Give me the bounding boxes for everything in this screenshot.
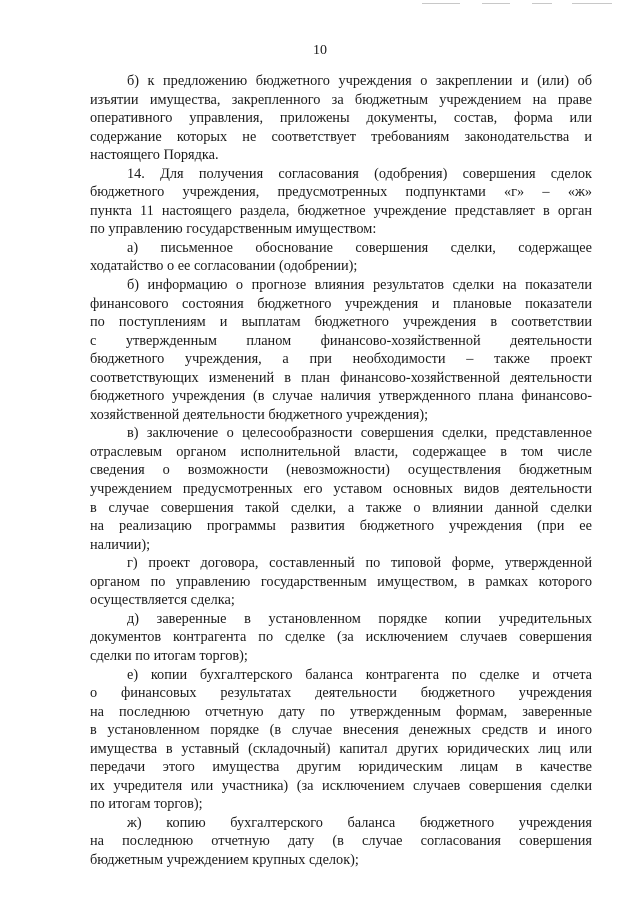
text-line: хозяйственной деятельности бюджетного учреждения); <box>90 406 429 423</box>
text-line: по поступлениям и выплатам бюджетного учреждения в соответствии <box>90 314 592 331</box>
text-line: оперативного управления, приложены документы, состав, форма или <box>90 110 592 127</box>
text-line: на последнюю отчетную дату (в случае согласования совершения <box>90 833 592 850</box>
text-line: в случае совершения такой сделки, а также о влиянии данной сделки <box>90 499 592 516</box>
text-line: пункта 11 настоящего раздела, бюджетное учреждение представляет в орган <box>90 202 592 219</box>
text-line: передачи этого имущества другим юридическим лицам в качестве <box>90 759 592 776</box>
text-line: соответствующих изменений в план финансово-хозяйственной деятельности <box>90 369 592 386</box>
text-line: в установленном порядке (в случае внесения денежных средств и иного <box>90 722 592 739</box>
text-line: в) заключение о целесообразности совершения сделки, представленное <box>127 425 592 442</box>
text-line: изъятии имущества, закрепленного за бюджетным учреждением на праве <box>90 91 592 108</box>
text-line: на последнюю отчетную дату по утвержденным формам, заверенные <box>90 703 592 720</box>
text-line: е) копии бухгалтерского баланса контрагента по сделке и отчета <box>127 666 592 683</box>
text-line: имущества в уставный (складочный) капитал других юридических лиц или <box>90 740 592 757</box>
text-line: их учредителя или участника) (за исключением случаев совершения сделки <box>90 777 592 794</box>
text-line: документов контрагента по сделке (за исключением случаев совершения <box>90 629 592 646</box>
paragraph-p14 <box>90 165 592 239</box>
text-line: ж) копию бухгалтерского баланса бюджетного учреждения <box>127 814 592 831</box>
text-line: д) заверенные в установленном порядке копии учредительных <box>127 610 592 627</box>
paragraph-v-zaklyuchenie <box>90 424 592 554</box>
text-line: сделки по итогам торгов); <box>90 647 248 664</box>
paragraph-b-informatsiya <box>90 276 592 424</box>
text-line: на реализацию программы развития бюджетного учреждения (при ее <box>90 518 592 535</box>
text-line: бюджетного учреждения (в случае наличия утвержденного плана финансово- <box>90 388 592 405</box>
text-line: по управлению государственным имуществом: <box>90 221 377 238</box>
text-line: бюджетным учреждением крупных сделок); <box>90 851 359 868</box>
text-line: настоящего Порядка. <box>90 147 219 164</box>
text-line: отраслевым органом исполнительной власти, содержащее в том числе <box>90 443 592 460</box>
text-line: органом по управлению государственным имуществом, в рамках которого <box>90 573 592 590</box>
text-line: б) к предложению бюджетного учреждения о закреплении и (или) об <box>127 73 592 89</box>
text-line: б) информацию о прогнозе влияния результатов сделки на показатели <box>127 277 592 294</box>
text-line: а) письменное обоснование совершения сделки, содержащее <box>127 239 592 256</box>
text-line: финансового состояния бюджетного учреждения и плановые показатели <box>90 295 592 312</box>
text-line: 14. Для получения согласования (одобрения) совершения сделок <box>127 165 592 182</box>
text-line: учреждением предусмотренных его уставом основных видов деятельности <box>90 481 592 498</box>
text-line: бюджетного учреждения, а при необходимости – также проект <box>90 351 592 368</box>
text-line: о финансовых результатах деятельности бюджетного учреждения <box>90 685 592 702</box>
scan-edge-marks <box>422 3 622 7</box>
paragraph-a-obosnovanie <box>90 239 592 276</box>
text-line: бюджетного учреждения, предусмотренных подпунктами «г» – «ж» <box>90 184 592 201</box>
paragraph-b-predlozhenie <box>90 72 592 165</box>
document-body <box>90 72 592 870</box>
text-line: наличии); <box>90 536 151 553</box>
page-number: 10 <box>313 43 327 58</box>
text-line: г) проект договора, составленный по типовой форме, утвержденной <box>127 555 592 572</box>
paragraph-zh-kopiyu <box>90 814 592 870</box>
text-line: содержание которых не соответствует требованиям законодательства и <box>90 128 592 145</box>
paragraph-e-kopii <box>90 666 592 814</box>
text-line: сведения о возможности (невозможности) осуществления бюджетным <box>90 462 592 479</box>
paragraph-d-zaverennye <box>90 610 592 666</box>
text-line: по итогам торгов); <box>90 796 203 813</box>
text-line: ходатайство о ее согласовании (одобрении); <box>90 258 358 275</box>
paragraph-g-proekt <box>90 554 592 610</box>
text-line: с утвержденным планом финансово-хозяйственной деятельности <box>90 332 592 349</box>
text-line: осуществляется сделка; <box>90 592 235 609</box>
